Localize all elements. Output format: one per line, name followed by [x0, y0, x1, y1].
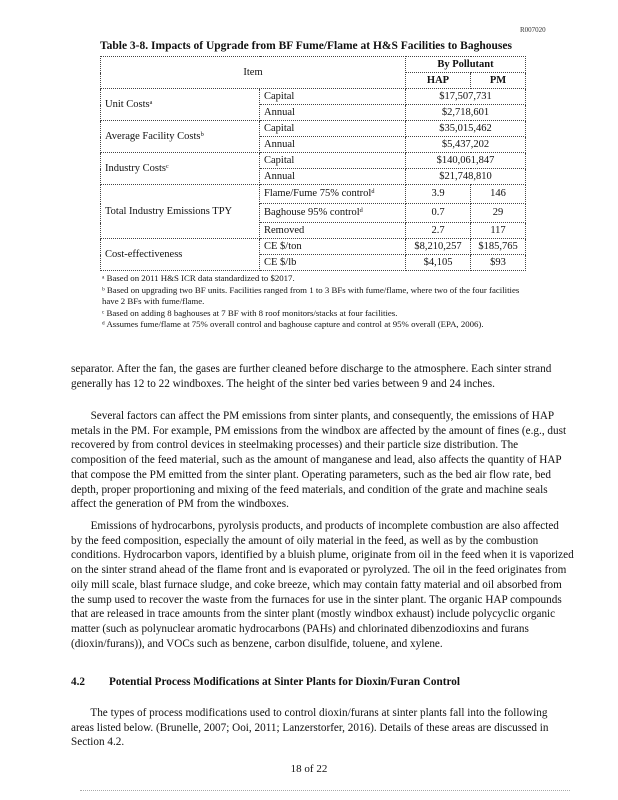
hap-value: 3.9: [406, 185, 471, 204]
sub-label: CE $/lb: [260, 255, 406, 271]
row-label: Total Industry Emissions TPY: [101, 185, 260, 239]
footnote: ᵇ Based on upgrading two BF units. Facilities ranged from 1 to 3 BFs with fume/flame, where two of the four facilities have 2 BFs with fume/flame.: [102, 284, 520, 306]
pm-value: 117: [471, 223, 526, 239]
paragraph-2: [71, 409, 571, 512]
table-block: [100, 56, 530, 331]
pm-value: 29: [471, 204, 526, 223]
footnote: ᵃ Based on 2011 H&S ICR data standardized to $2017.: [102, 273, 295, 283]
row-label: Industry Costsᶜ: [101, 153, 260, 185]
text-line: generally has 12 to 22 windboxes. The height of the sinter bed varies between 9 and 24 inches.: [71, 377, 495, 390]
sub-label: Annual: [260, 169, 406, 185]
sub-label: Baghouse 95% controlᵈ: [260, 204, 406, 223]
text-line: that are released in trace amounts from the sinter plant (mostly windbox exhaust) include polycyclic organic: [71, 608, 556, 621]
text-line: Several factors can affect the PM emissions from sinter plants, and consequently, the emissions of HAP: [71, 410, 555, 422]
col-group: By Pollutant: [406, 57, 526, 73]
document-id: R007020: [520, 26, 546, 34]
row-label: Average Facility Costsᵇ: [101, 121, 260, 153]
page-number: 18 of 22: [290, 763, 328, 775]
sub-label: Removed: [260, 223, 406, 239]
paragraph-3: [71, 519, 574, 651]
col-pm: PM: [471, 73, 526, 89]
text-line: Emissions of hydrocarbons, pyrolysis products, and products of incomplete combustion are also affected: [71, 520, 559, 532]
pm-value: $185,765: [471, 239, 526, 255]
footnote: ᵈ Assumes fume/flame at 75% overall control and baghouse capture and control at 95% overall (EPA, 2006).: [102, 319, 484, 329]
table-title: Table 3-8. Impacts of Upgrade from BF Fume/Flame at H&S Facilities to Baghouses: [100, 40, 512, 52]
hap-value: $4,105: [406, 255, 471, 271]
text-line: that compose the PM emitted from the sinter plant. Operating parameters, such as the bed air flow rate, bed: [71, 468, 551, 481]
text-line: the sump used to recover the waste from the furnaces for use in the sinter plant. The organic HAP compounds: [71, 593, 562, 606]
impacts-table: [100, 56, 526, 271]
sub-label: Annual: [260, 137, 406, 153]
footer-rule: [80, 790, 570, 791]
text-line: metals in the PM. For example, PM emissions from the windbox are affected by the amount of fines (e.g., dust: [71, 424, 567, 437]
value: $21,748,810: [406, 169, 526, 185]
value: $17,507,731: [406, 89, 526, 105]
col-hap: HAP: [406, 73, 471, 89]
text-line: conditions. Hydrocarbon vapors, identified by a bluish plume, originate from oil in the feed when it is vaporized: [71, 549, 574, 562]
text-line: (dioxin/furans)), and VOCs such as benzene, carbon disulfide, toluene, and xylene.: [71, 637, 443, 650]
sub-label: Capital: [260, 153, 406, 169]
text-line: by the feed composition, especially the amount of oily material in the feed, as well as by the combustion: [71, 534, 539, 547]
text-line: The types of process modifications used to control dioxin/furans at sinter plants fall into the following: [71, 707, 548, 719]
table-footnotes: [102, 273, 522, 331]
footnote: ᶜ Based on adding 8 baghouses at 7 BF with 8 roof monitors/stacks at four facilities.: [102, 307, 398, 318]
text-line: Section 4.2.: [71, 736, 125, 749]
pm-value: 146: [471, 185, 526, 204]
paragraph-1: [71, 362, 571, 391]
section-heading: [71, 676, 460, 688]
row-label: Unit Costsᵃ: [101, 89, 260, 121]
value: $2,718,601: [406, 105, 526, 121]
text-line: on the sinter strand ahead of the flame front and is evaporated or pyrolyzed. The oil in the feed originates from: [71, 564, 567, 577]
text-line: oily mill scale, blast furnace sludge, and coke breeze, which may contain fatty material and oil absorbed from: [71, 578, 562, 591]
value: $140,061,847: [406, 153, 526, 169]
section-title: Potential Process Modifications at Sinter Plants for Dioxin/Furan Control: [109, 676, 460, 688]
sub-label: Capital: [260, 121, 406, 137]
sub-label: Annual: [260, 105, 406, 121]
value: $5,437,202: [406, 137, 526, 153]
text-line: recovered by from control devices in steelmaking processes) and their particle size distribution. The: [71, 439, 519, 452]
text-line: separator. After the fan, the gases are further cleaned before discharge to the atmosphere. Each sinter strand: [71, 363, 552, 375]
hap-value: 2.7: [406, 223, 471, 239]
section-number: 4.2: [71, 676, 85, 688]
sub-label: CE $/ton: [260, 239, 406, 255]
sub-label: Flame/Fume 75% controlᵈ: [260, 185, 406, 204]
text-line: areas listed below. (Brunelle, 2007; Ooi, 2011; Lanzerstorfer, 2016). Details of these areas are discussed in: [71, 721, 549, 734]
text-line: depth, proper proportioning and mixing of the feed materials, and condition of the grate and machine seals: [71, 483, 548, 496]
text-line: affect the generation of PM from the windboxes.: [71, 498, 289, 511]
text-line: composition of the feed material, such as the amount of manganese and lead, also affects the quantity of HAP: [71, 454, 562, 467]
row-label: Cost-effectiveness: [101, 239, 260, 271]
col-item: Item: [101, 57, 406, 89]
text-line: matter (such as polynuclear aromatic hydrocarbons (PAHs) and chlorinated dibenzodioxins and furans: [71, 622, 529, 635]
value: $35,015,462: [406, 121, 526, 137]
sub-label: Capital: [260, 89, 406, 105]
hap-value: $8,210,257: [406, 239, 471, 255]
hap-value: 0.7: [406, 204, 471, 223]
pm-value: $93: [471, 255, 526, 271]
paragraph-4: [71, 706, 571, 750]
